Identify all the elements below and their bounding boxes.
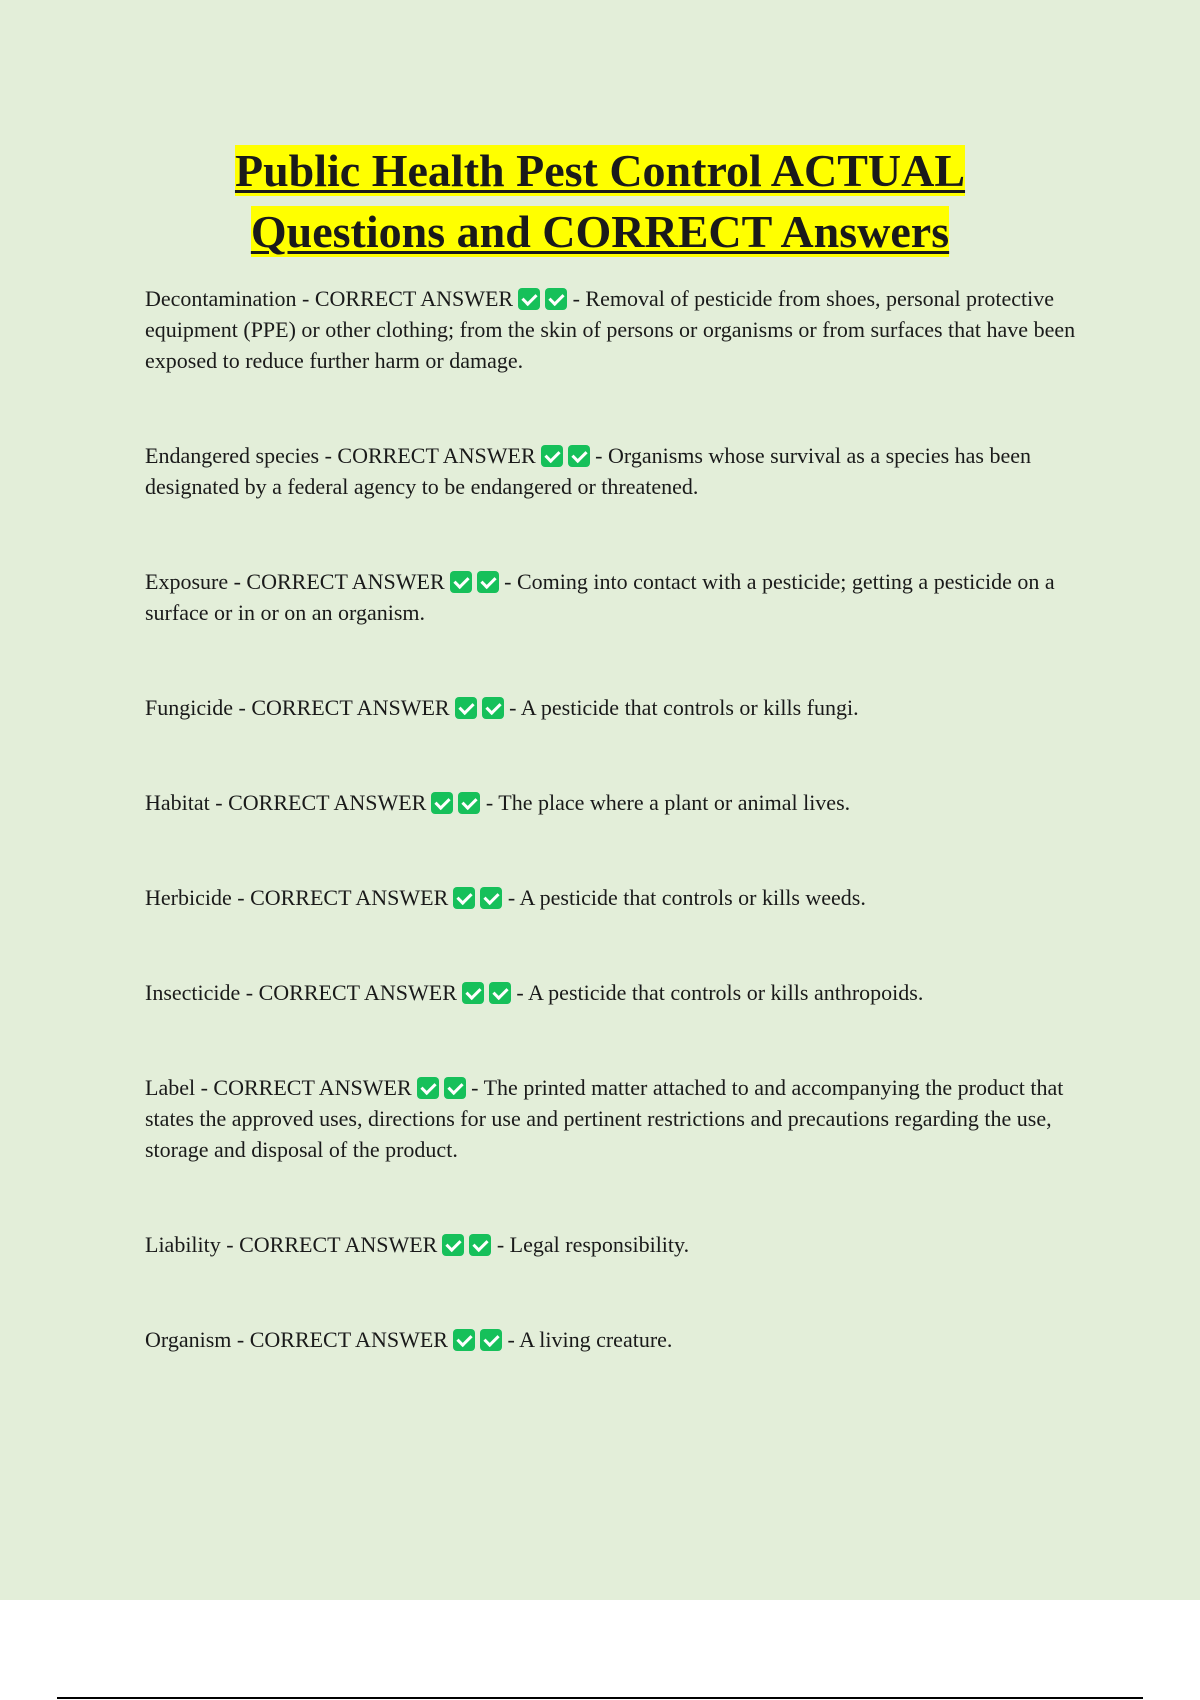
document-title [0,140,1200,262]
entry-term: Liability [145,1232,221,1257]
answer-marker: CORRECT ANSWER [337,443,536,468]
check-mark-icon [417,1077,439,1099]
qa-entry: Decontamination - CORRECT ANSWER - Removal of pesticide from shoes, personal protective equipment (PPE) or other clothing; from the skin of persons or organisms or from surfaces that have been exposed to reduce further harm or damage. [145,286,1076,373]
entry-definition: A pesticide that controls or kills weeds. [519,885,866,910]
entry-term: Fungicide [145,695,233,720]
title-line-1: Public Health Pest Control ACTUAL [234,145,966,196]
answer-marker: CORRECT ANSWER [228,790,427,815]
check-mark-icon [450,571,472,593]
page-divider [57,1697,1143,1699]
entry-definition: Coming into contact with a pesticide; getting a pesticide on a surface or in or on an organism. [145,569,1055,625]
entry-definition: Organisms whose survival as a species has been designated by a federal agency to be endangered or threatened. [145,443,1031,499]
qa-entry: Organism - CORRECT ANSWER - A living creature. [145,1327,673,1352]
qa-entry: Herbicide - CORRECT ANSWER - A pesticide that controls or kills weeds. [145,885,866,910]
qa-entry: Exposure - CORRECT ANSWER - Coming into contact with a pesticide; getting a pesticide on a surface or in or on an organism. [145,569,1055,625]
check-mark-icon [462,982,484,1004]
qa-entry: Label - CORRECT ANSWER - The printed matter attached to and accompanying the product that states the approved uses, directions for use and pertinent restrictions and precautions regarding the use, storage and disposal of the product. [145,1075,1064,1162]
check-mark-icon [545,288,567,310]
entry-term: Habitat [145,790,210,815]
entry-definition: The printed matter attached to and accompanying the product that states the approved uses, directions for use and pertinent restrictions and precautions regarding the use, storage and disposal of the product. [145,1075,1064,1162]
check-mark-icon [469,1234,491,1256]
entry-definition: Removal of pesticide from shoes, personal protective equipment (PPE) or other clothing; from the skin of persons or organisms or from surfaces that have been exposed to reduce further harm or damage. [145,286,1076,373]
check-mark-icon [453,1329,475,1351]
check-mark-icon [442,1234,464,1256]
entry-term: Endangered species [145,443,320,468]
qa-entry: Habitat - CORRECT ANSWER - The place where a plant or animal lives. [145,790,851,815]
check-mark-icon [518,288,540,310]
entry-term: Herbicide [145,885,232,910]
qa-list [145,283,1095,1355]
answer-marker: CORRECT ANSWER [251,695,450,720]
entry-term: Organism [145,1327,232,1352]
answer-marker: CORRECT ANSWER [239,1232,438,1257]
check-mark-icon [480,887,502,909]
check-mark-icon [477,571,499,593]
check-mark-icon [444,1077,466,1099]
qa-entry: Insecticide - CORRECT ANSWER - A pesticide that controls or kills anthropoids. [145,980,924,1005]
qa-entry: Fungicide - CORRECT ANSWER - A pesticide that controls or kills fungi. [145,695,859,720]
check-mark-icon [480,1329,502,1351]
check-mark-icon [568,445,590,467]
check-mark-icon [455,697,477,719]
answer-marker: CORRECT ANSWER [246,569,445,594]
check-mark-icon [489,982,511,1004]
entry-term: Insecticide [145,980,241,1005]
title-line-2: Questions and CORRECT Answers [250,206,950,257]
answer-marker: CORRECT ANSWER [213,1075,412,1100]
answer-marker: CORRECT ANSWER [314,286,514,311]
check-mark-icon [482,697,504,719]
entry-term: Decontamination [145,286,297,311]
entry-term: Exposure [145,569,229,594]
answer-marker: CORRECT ANSWER [250,885,449,910]
entry-definition: Legal responsibility. [509,1232,690,1257]
entry-term: Label [145,1075,196,1100]
check-mark-icon [431,792,453,814]
check-mark-icon [453,887,475,909]
answer-marker: CORRECT ANSWER [258,980,457,1005]
entry-definition: A pesticide that controls or kills anthropoids. [528,980,924,1005]
qa-entry: Liability - CORRECT ANSWER - Legal responsibility. [145,1232,690,1257]
qa-entry: Endangered species - CORRECT ANSWER - Organisms whose survival as a species has been designated by a federal agency to be endangered or threatened. [145,443,1031,499]
entry-definition: A pesticide that controls or kills fungi. [520,695,859,720]
answer-marker: CORRECT ANSWER [249,1327,448,1352]
entry-definition: The place where a plant or animal lives. [498,790,851,815]
check-mark-icon [541,445,563,467]
check-mark-icon [458,792,480,814]
entry-definition: A living creature. [519,1327,673,1352]
